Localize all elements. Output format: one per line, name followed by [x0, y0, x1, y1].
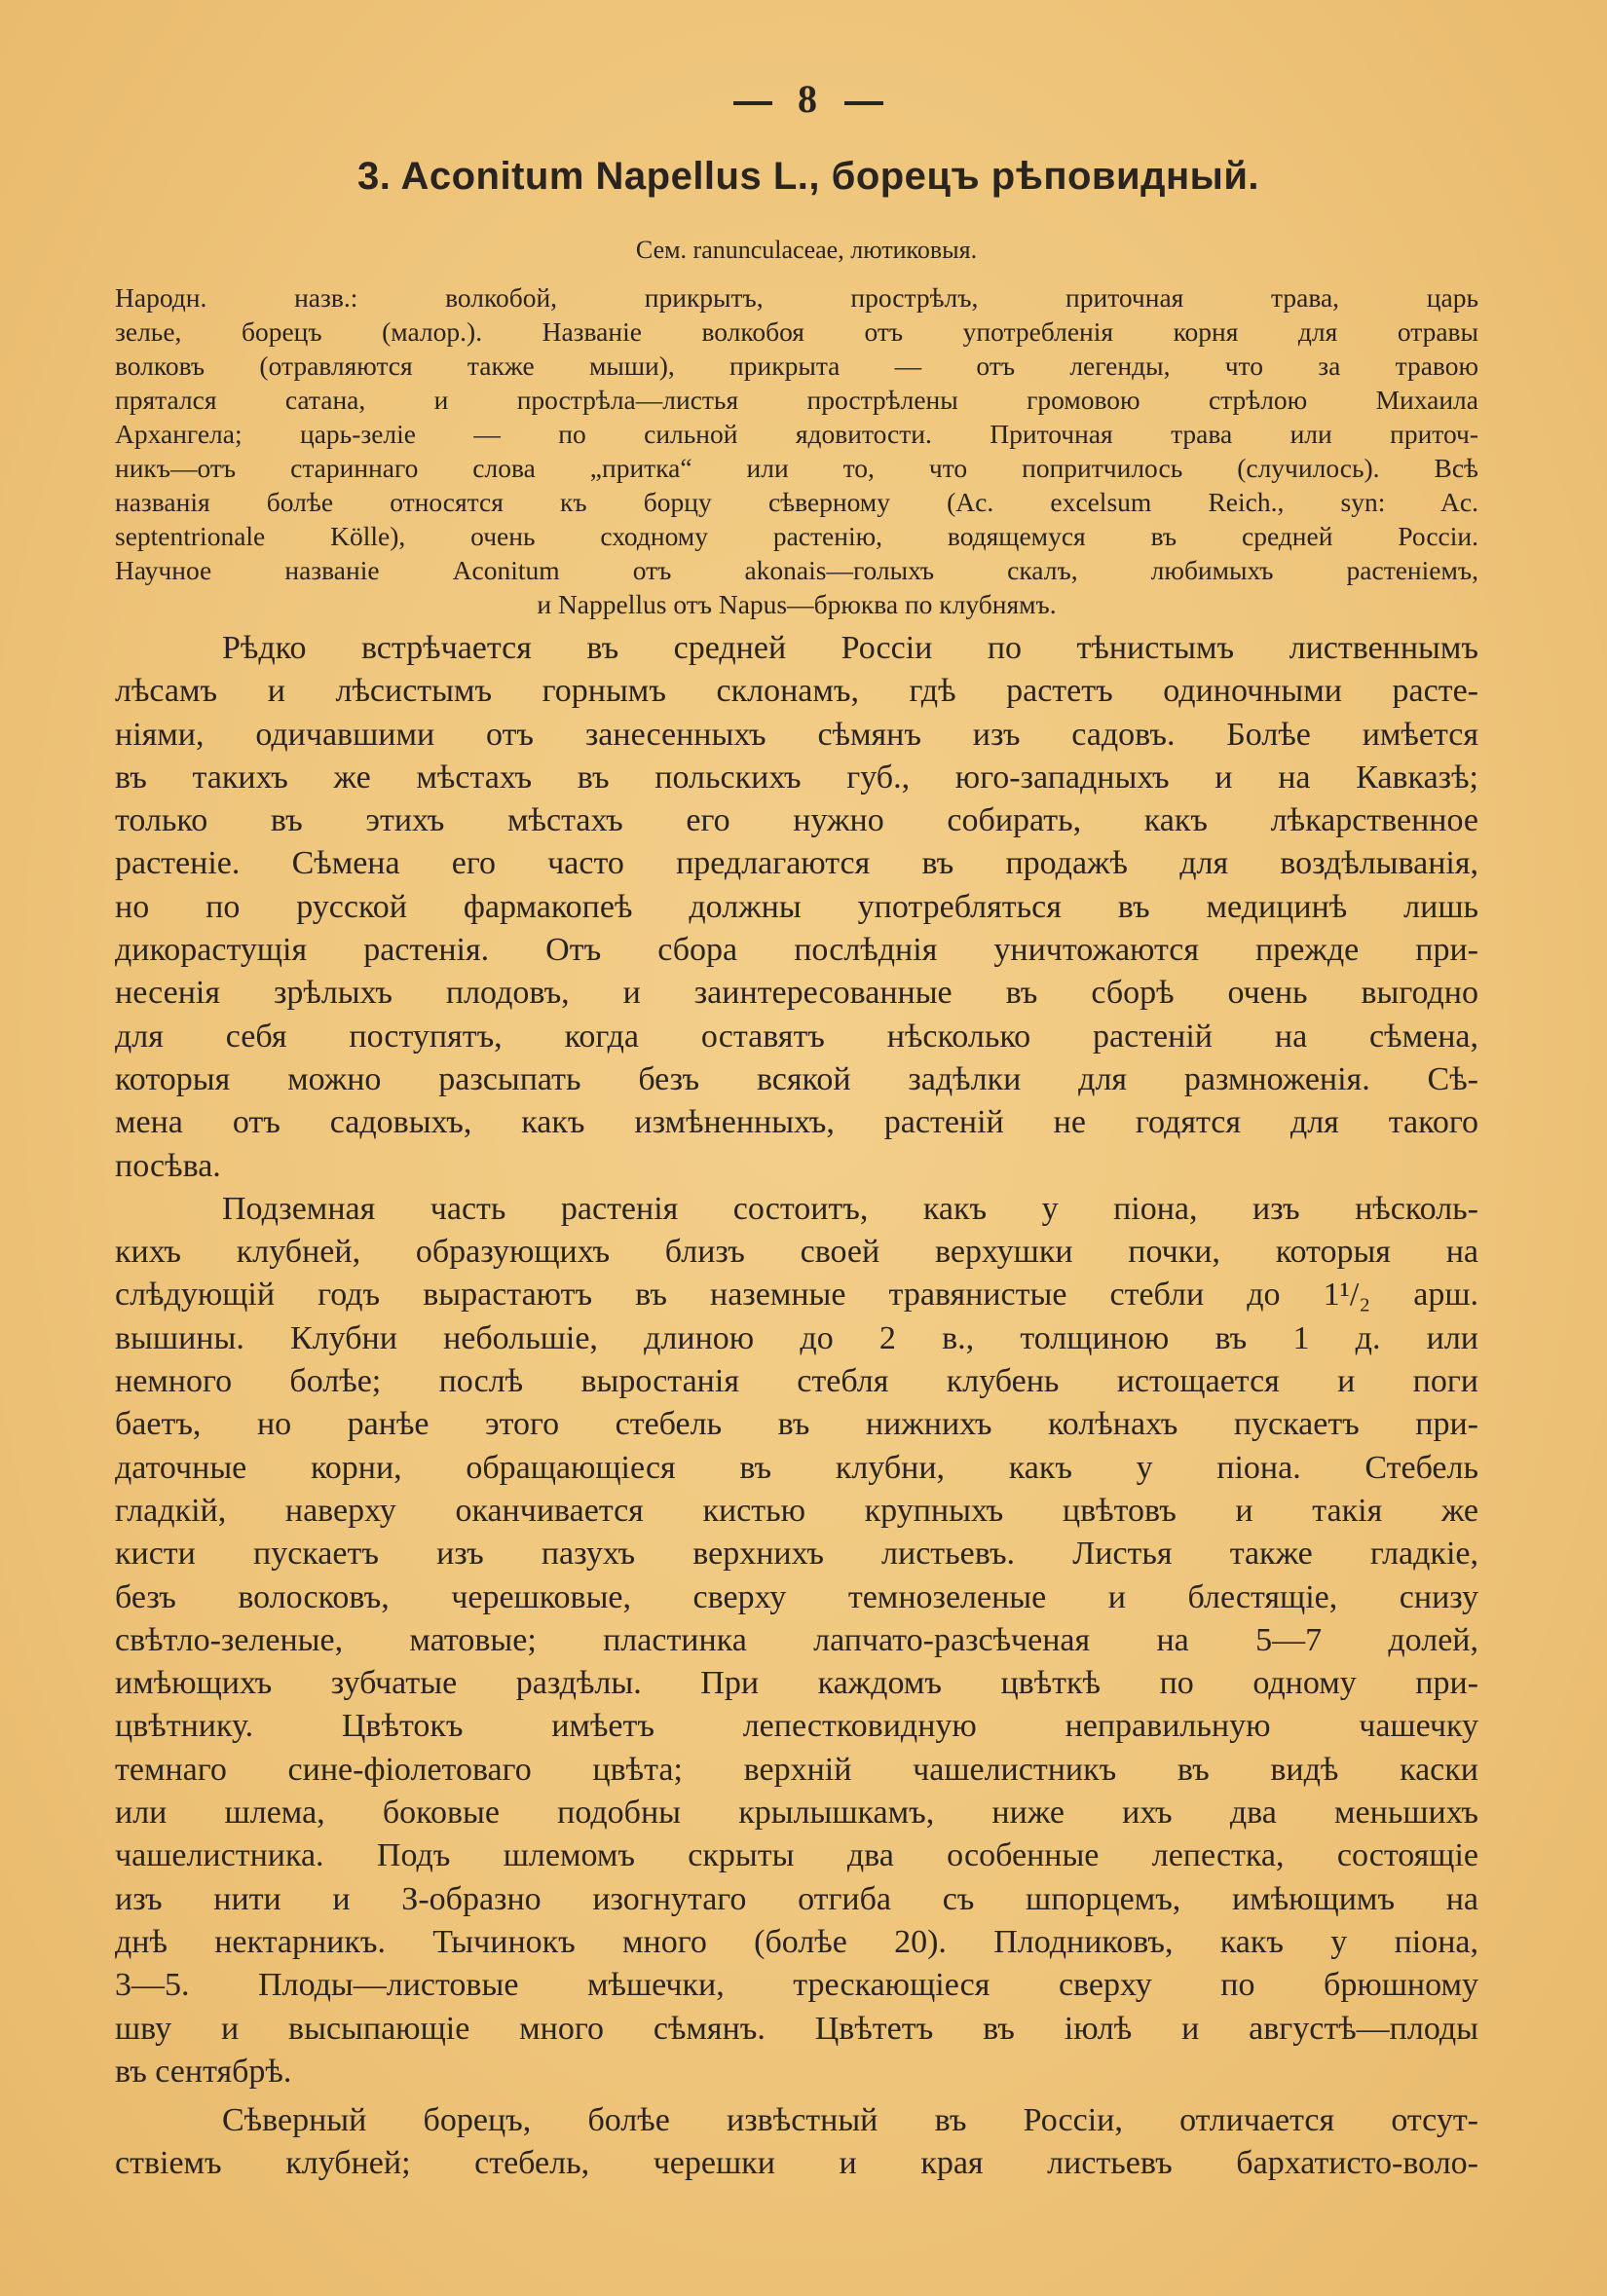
paragraph-line: Подземная часть растенія состоитъ, какъ у піона, изъ нѣсколь- — [222, 1190, 1478, 1227]
paragraph-line: въ сентябрѣ. — [115, 2053, 292, 2090]
paragraph-line: несенія зрѣлыхъ плодовъ, и заинтересованные въ сборѣ очень выгодно — [115, 975, 1478, 1012]
paragraph-line: Рѣдко встрѣчается въ средней Россіи по тѣнистымъ лиственнымъ — [222, 630, 1478, 666]
paragraph-line: лѣсамъ и лѣсистымъ горнымъ склонамъ, гдѣ растетъ одиночными расте- — [115, 673, 1478, 710]
folk-names-line: Научное названіе Aconitum отъ akonais—голыхъ скалъ, любимыхъ растеніемъ, — [115, 555, 1478, 585]
paragraph-line: ствіемъ клубней; стебель, черешки и края листьевъ бархатисто-воло- — [115, 2145, 1478, 2182]
paragraph-line: только въ этихъ мѣстахъ его нужно собирать, какъ лѣкарственное — [115, 802, 1478, 839]
paragraph-line: или шлема, боковые подобны крылышкамъ, ниже ихъ два меньшихъ — [115, 1795, 1478, 1832]
paragraph-line: чашелистника. Подъ шлемомъ скрыты два особенные лепестка, состоящіе — [115, 1837, 1478, 1874]
paragraph-morphology — [115, 1188, 1478, 2093]
paragraph-line: для себя поступятъ, когда оставятъ нѣсколько растеній на сѣмена, — [115, 1018, 1478, 1055]
paragraph-line: растеніе. Сѣмена его часто предлагаются въ продажѣ для воздѣлыванія, — [115, 845, 1478, 882]
folk-names-line: никъ—отъ стариннаго слова „притка“ или то, что попритчилось (случилось). Всѣ — [115, 453, 1478, 483]
paragraph-line: посѣва. — [115, 1147, 221, 1184]
folk-names-line: Архангела; царь-зеліе — по сильной ядовитости. Приточная трава или приточ- — [115, 419, 1478, 449]
page-number-dash-left — [733, 101, 772, 105]
page-number-value: 8 — [798, 77, 819, 121]
paragraph-line: даточные корни, обращающіеся въ клубни, какъ у піона. Стебель — [115, 1449, 1478, 1486]
paragraph-line: цвѣтнику. Цвѣтокъ имѣетъ лепестковидную неправильную чашечку — [115, 1708, 1478, 1745]
folk-names-line: зелье, борецъ (малор.). Названіе волкобоя отъ употребленія корня для отравы — [115, 316, 1478, 347]
paragraph-line: свѣтло-зеленые, матовые; пластинка лапчато-разсѣченая на 5—7 долей, — [115, 1621, 1478, 1658]
page-number — [115, 76, 1478, 122]
paragraph-line: кихъ клубней, образующихъ близъ своей верхушки почки, которыя на — [115, 1234, 1478, 1271]
paragraph-northern-aconite — [115, 2099, 1478, 2186]
paragraph-line: мена отъ садовыхъ, какъ измѣненныхъ, растеній не годятся для такого — [115, 1104, 1478, 1141]
paragraph-line: шву и высыпающіе много сѣмянъ. Цвѣтетъ въ іюлѣ и августѣ—плоды — [115, 2010, 1478, 2047]
paragraph-line: немного болѣе; послѣ выростанія стебля клубень истощается и поги — [115, 1363, 1478, 1400]
paragraph-line: которыя можно разсыпать безъ всякой задѣлки для размноженія. Сѣ- — [115, 1060, 1478, 1097]
paragraph-line: слѣдующій годъ вырастаютъ въ наземные травянистые стебли до 1¹/₂ арш. — [115, 1277, 1478, 1314]
paragraph-line: кисти пускаетъ изъ пазухъ верхнихъ листьевъ. Листья также гладкіе, — [115, 1536, 1478, 1573]
paragraph-line: но по русской фармакопеѣ должны употребляться въ медицинѣ лишь — [115, 888, 1478, 925]
paragraph-line: 3—5. Плоды—листовые мѣшечки, трескающіеся сверху по брюшному — [115, 1967, 1478, 2004]
folk-names-line: septentrionale Kölle), очень сходному растенію, водящемуся въ средней Россіи. — [115, 521, 1478, 551]
folk-names-line: прятался сатана, и прострѣла—листья прострѣлены громовою стрѣлою Михаила — [115, 385, 1478, 415]
paragraph-line: Сѣверный борецъ, болѣе извѣстный въ Россіи, отличается отсут- — [222, 2102, 1478, 2139]
paragraph-line: баетъ, но ранѣе этого стебель въ нижнихъ колѣнахъ пускаетъ при- — [115, 1406, 1478, 1443]
folk-names-line: и Nappellus отъ Napus—брюква по клубнямъ. — [537, 589, 1057, 619]
paragraph-line: безъ волосковъ, черешковые, сверху темнозеленые и блестящіе, снизу — [115, 1578, 1478, 1615]
folk-names-line: волковъ (отравляются также мыши), прикрыта — отъ легенды, что за травою — [115, 351, 1478, 381]
paragraph-line: вышины. Клубни небольшіе, длиною до 2 в., толщиною въ 1 д. или — [115, 1319, 1478, 1356]
folk-names-line: Народн. назв.: волкобой, прикрытъ, прострѣлъ, приточная трава, царь — [115, 282, 1478, 313]
paragraph-line: гладкій, наверху оканчивается кистью крупныхъ цвѣтовъ и такія же — [115, 1492, 1478, 1529]
article-title: 3. Aconitum Napellus L., борецъ рѣповидный. — [356, 155, 1260, 198]
folk-names-line: названія болѣе относятся къ борцу сѣверному (Ac. excelsum Reich., syn: Ac. — [115, 487, 1478, 517]
paragraph-line: изъ нити и З-образно изогнутаго отгиба съ шпорцемъ, имѣющимъ на — [115, 1880, 1478, 1917]
paragraph-line: темнаго сине-фіолетоваго цвѣта; верхній чашелистникъ въ видѣ каски — [115, 1751, 1478, 1788]
paragraph-line: въ такихъ же мѣстахъ въ польскихъ губ., юго-западныхъ и на Кавказѣ; — [115, 759, 1478, 796]
plant-family: Сем. ranunculaceae, лютиковыя. — [635, 236, 978, 264]
paragraph-habitat — [115, 627, 1478, 1188]
folk-names-block — [115, 280, 1478, 621]
paragraph-line: днѣ нектарникъ. Тычинокъ много (болѣе 20). Плодниковъ, какъ у піона, — [115, 1923, 1478, 1960]
paragraph-line: дикорастущія растенія. Отъ сбора послѣднія уничтожаются прежде при- — [115, 932, 1478, 969]
paragraph-line: ніями, одичавшими отъ занесенныхъ сѣмянъ изъ садовъ. Болѣе имѣется — [115, 716, 1478, 753]
document-page — [115, 76, 1478, 2257]
page-number-dash-right — [844, 101, 883, 105]
paragraph-line: имѣющихъ зубчатые раздѣлы. При каждомъ цвѣткѣ по одному при- — [115, 1665, 1478, 1702]
